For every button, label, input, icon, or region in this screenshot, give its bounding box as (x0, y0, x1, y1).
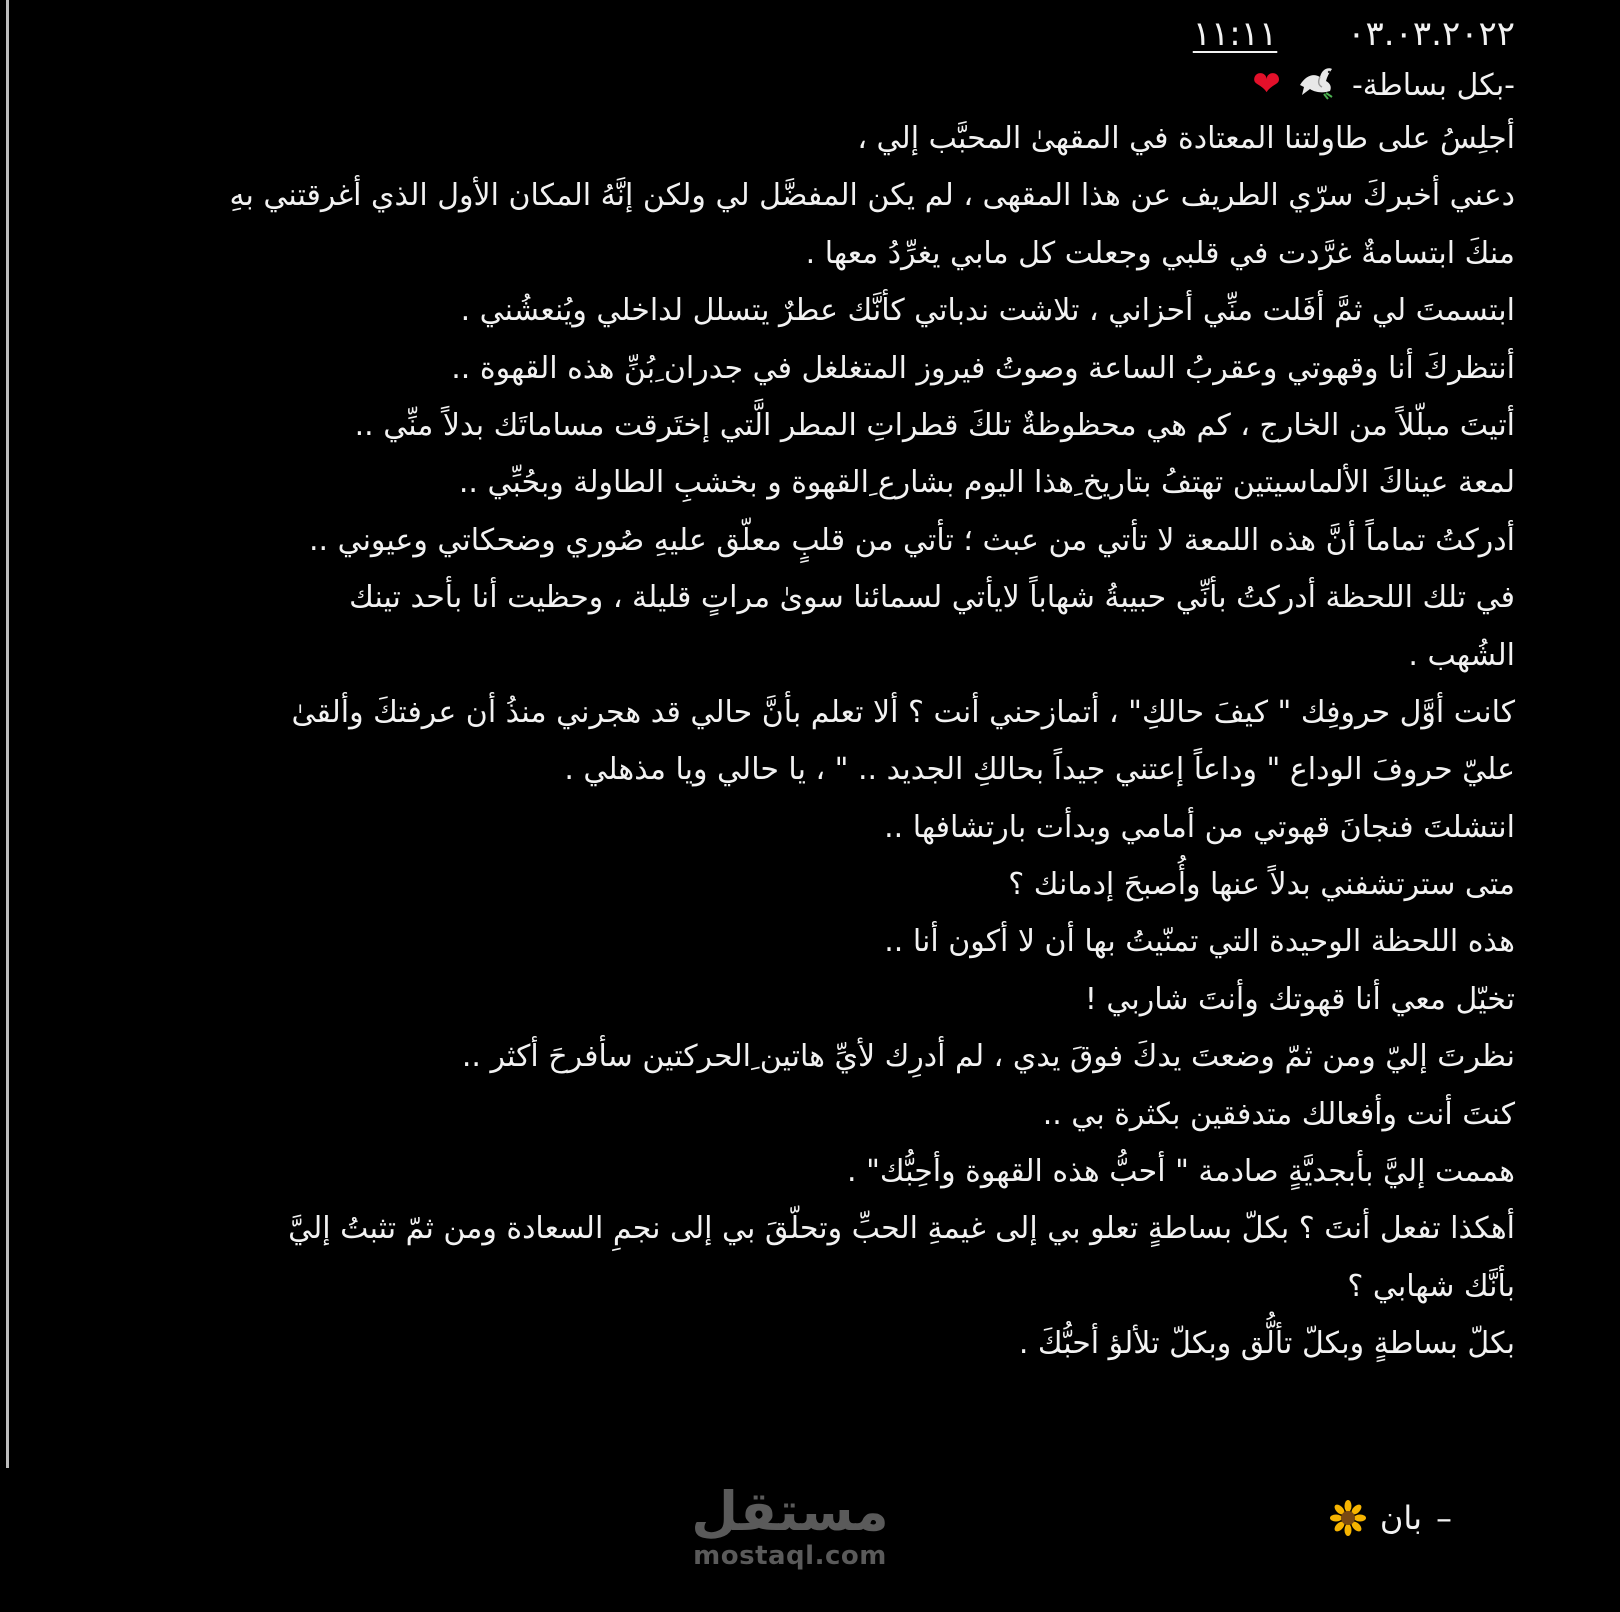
note-time: ١١:١١ (1192, 14, 1278, 54)
note-line: متى سترتشفني بدلاً عنها وأُصبحَ إدمانك ؟ (1008, 867, 1515, 903)
note-line: هذه اللحظة الوحيدة التي تمنّيتُ بها أن لا أكون أنا .. (884, 924, 1515, 960)
note-title-text: -بكل بساطة- (1351, 68, 1515, 103)
signature-name: بان (1379, 1499, 1422, 1537)
note-meta (95, 10, 1515, 58)
note-line: منكَ ابتسامةٌ غرَّدت في قلبي وجعلت كل مابي يغرِّدُ معها . (805, 235, 1515, 271)
note-title (95, 58, 1515, 110)
watermark-url: mostaql.com (693, 1541, 887, 1571)
sunflower-icon (1330, 1500, 1366, 1536)
note-line: أهكذا تفعل أنتَ ؟ بكلّ بساطةٍ تعلو بي إلى غيمةِ الحبِّ وتحلّقَ بي إلى نجمِ السعادة ومن ثمّ تثبتُ إليَّ (288, 1211, 1515, 1247)
note-content (95, 10, 1515, 1373)
note-line: أجلِسُ على طاولتنا المعتادة في المقهىٰ المحبَّب إلي ، (857, 121, 1515, 156)
note-date: ٠٣.٠٣.٢٠٢٢ (1347, 14, 1515, 54)
watermark-logo: مستقل (691, 1480, 889, 1543)
note-line: ابتسمتَ لي ثمَّ أفَلت منِّي أحزاني ، تلاشت ندباتي كأنَّك عطرٌ يتسلل لداخلي ويُنعشُني . (460, 293, 1515, 329)
note-line: بأنَّك شهابي ؟ (1347, 1268, 1515, 1304)
mostaql-watermark (690, 1482, 890, 1570)
heart-icon: ❤ (1252, 64, 1281, 104)
note-line: دعني أخبركَ سرّي الطريف عن هذا المقهى ، لم يكن المفضَّل لي ولكن إنَّهُ المكان الأول الذي أغرقتني بهِ (229, 178, 1515, 214)
note-line: تخيّل معي أنا قهوتك وأنتَ شاربي ! (1084, 981, 1515, 1017)
note-line: بكلّ بساطةٍ وبكلّ تألُّق وبكلّ تلألؤ أحبُّكَ . (1018, 1326, 1515, 1362)
signature-dash: – (1436, 1499, 1452, 1537)
note-line: كنتَ أنت وأفعالك متدفقين بكثرة بي .. (1042, 1096, 1515, 1132)
note-line: في تلك اللحظة أدركتُ بأنِّي حبيبةُ شهاباً لايأتي لسمائنا سوىٰ مراتٍ قليلة ، وحظيت أنا بأحد تينك (349, 580, 1515, 616)
left-edge-scrollbar (6, 0, 9, 1468)
note-line: نظرتَ إليّ ومن ثمّ وضعتَ يدكَ فوقَ يدي ، لم أدرِك لأيِّ هاتين ِالحركتين سأفرحَ أكثر .. (461, 1039, 1515, 1075)
note-line: انتشلتَ فنجانَ قهوتي من أمامي وبدأت بارتشافها .. (884, 809, 1515, 845)
note-line: لمعة عيناكَ الألماسيتين تهتفُ بتاريخ ِهذا اليوم بشارع ِالقهوة و بخشبِ الطاولة وبحُبِّي .. (458, 465, 1515, 501)
note-lines (95, 58, 1515, 1373)
signature (1330, 1494, 1452, 1542)
note-line: عليّ حروفَ الوداع " وداعاً إعتني جيداً بحالكِ الجديد .. " ، يا حالي ويا مذهلي . (564, 752, 1515, 788)
note-line: هممت إليَّ بأبجديَّةٍ صادمة " أحبُّ هذه القهوة وأحِبُّك" . (847, 1154, 1515, 1190)
dove-icon (1296, 65, 1336, 101)
note-line: أنتظركَ أنا وقهوتي وعقربُ الساعة وصوتُ فيروز المتغلغل في جدران ِبُنِّ هذه القهوة .. (451, 350, 1515, 386)
note-line: كانت أوَّل حروفِك " كيفَ حالكِ" ، أتمازحني أنت ؟ ألا تعلم بأنَّ حالي قد هجرني منذُ أن عرفتكَ وألقىٰ (291, 694, 1515, 730)
note-line: أتيتَ مبلّلاً من الخارج ، كم هي محظوظةٌ تلكَ قطراتِ المطر الَّتي إختَرقت مساماتَك بدلاً منِّي .. (354, 407, 1515, 443)
note-line: الشُهب . (1408, 637, 1515, 673)
note-line: أدركتُ تماماً أنَّ هذه اللمعة لا تأتي من عبث ؛ تأتي من قلبٍ معلّق عليهِ صُوري وضحكاتي وعيوني .. (308, 522, 1515, 558)
